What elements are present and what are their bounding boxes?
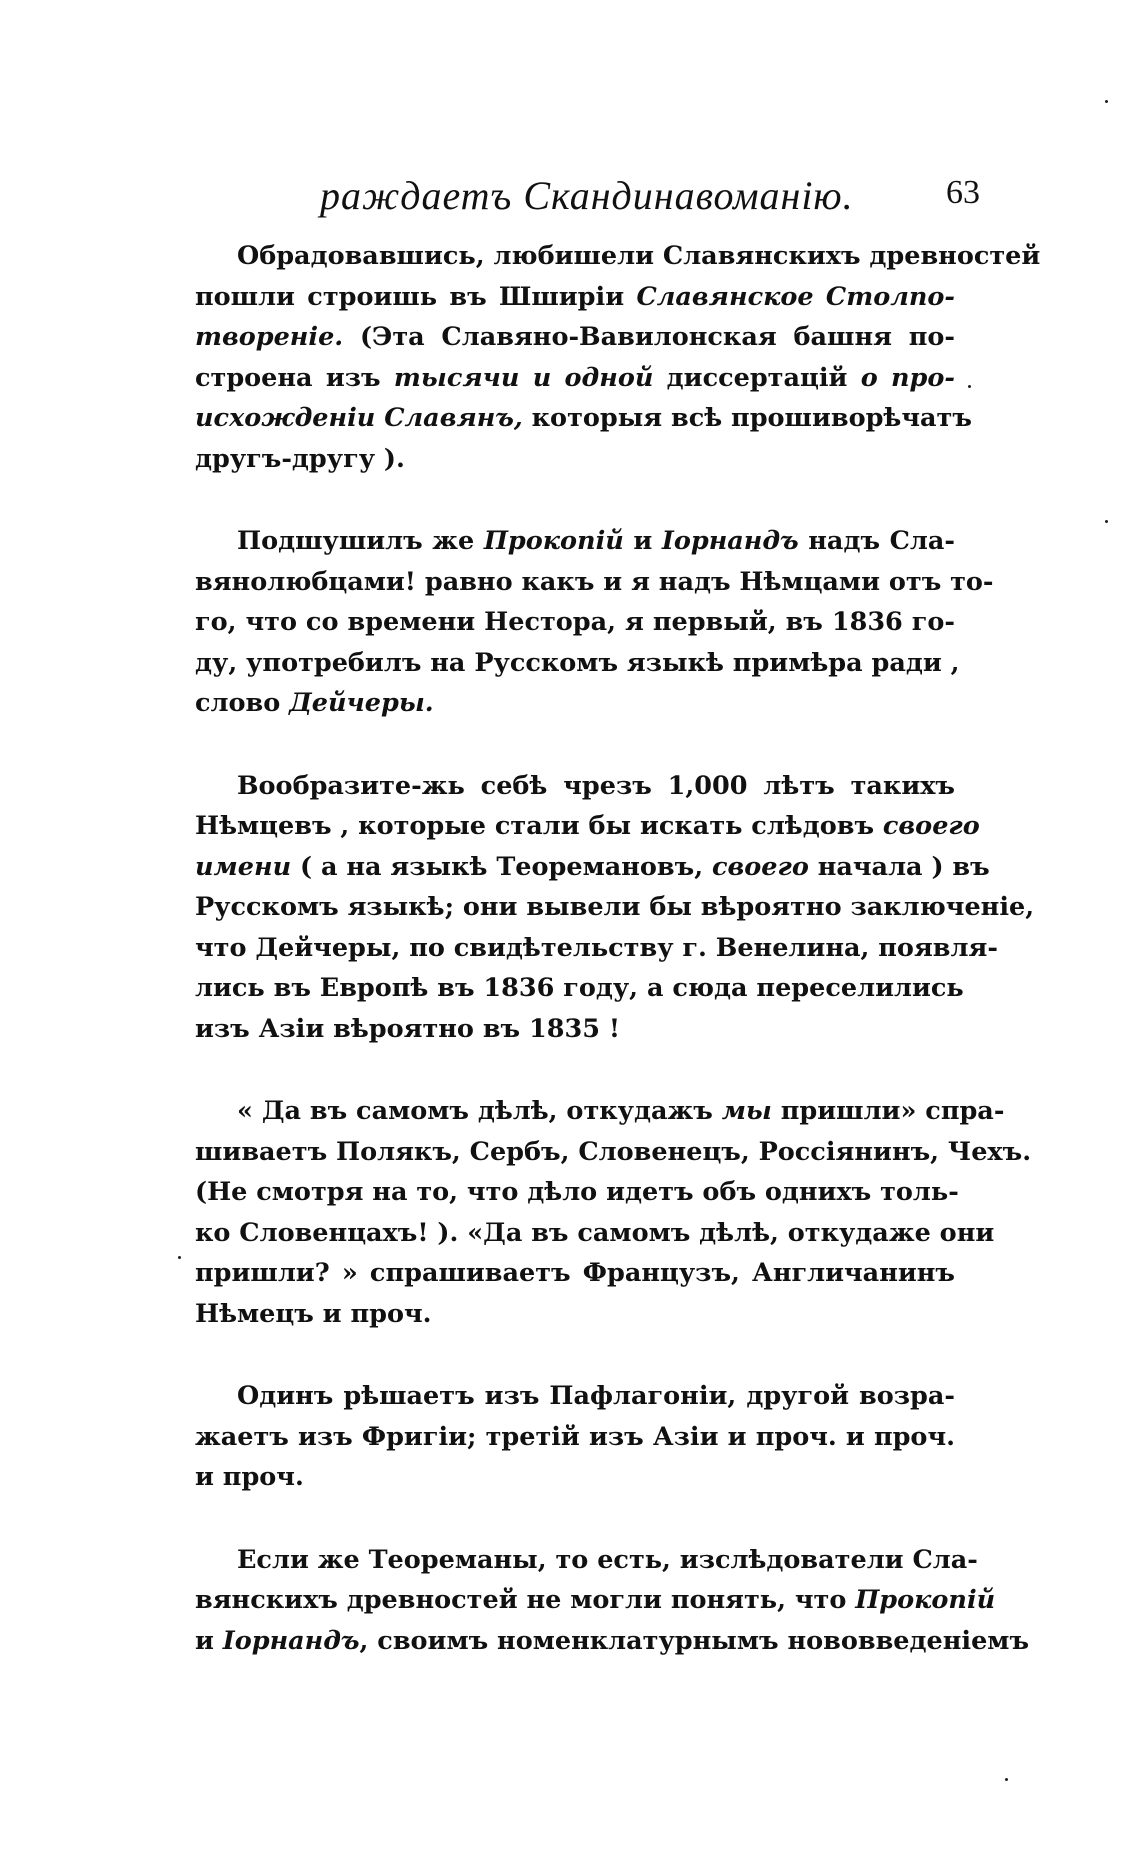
text-line: Русскомъ языкѣ; они вывели бы вѣроятно заключеніе,: [195, 892, 1035, 922]
text-line: строена изъ тысячи и одной диссертацій о про-: [195, 362, 955, 393]
text-line: другъ-другу ).: [195, 443, 405, 474]
text-line: го, что со времени Нестора, я первый, въ 1836 го-: [195, 607, 955, 637]
text-line: пошли строишь въ Шширіи Славянское Столпо-: [195, 281, 955, 312]
scan-speck: [178, 1256, 181, 1259]
paragraph-4: [195, 1091, 1032, 1334]
text-line: Вообразите-жь себѣ чрезъ 1,000 лѣтъ такихъ: [237, 770, 955, 801]
paragraph-6: [195, 1540, 1030, 1662]
text-line: Нѣмцевъ , которые стали бы искать слѣдовъ своего: [195, 811, 980, 841]
scan-speck: [1105, 520, 1108, 523]
text-line: исхожденіи Славянъ, которыя всѣ прошиворѣчатъ: [195, 403, 972, 433]
text-line: изъ Азіи вѣроятно въ 1835 !: [195, 1013, 621, 1044]
text-line: Обрадовавшись, любишели Славянскихъ древностей: [237, 241, 1041, 271]
page-number: 63: [946, 174, 980, 211]
text-line: и проч.: [195, 1462, 304, 1492]
running-title: раждаетъ Скандинавоманію.: [320, 173, 854, 218]
text-line: твореніе. (Эта Славяно-Вавилонская башня по-: [195, 322, 955, 352]
text-line: вянскихъ древностей не могли понять, что Прокопій: [195, 1585, 996, 1615]
text-line: вянолюбцами! равно какъ и я надъ Нѣмцами отъ то-: [195, 566, 994, 597]
text-line: Подшушилъ же Прокопій и Іорнандъ надъ Сла-: [237, 526, 955, 556]
text-line: (Не смотря на то, что дѣло идетъ объ однихъ толь-: [195, 1177, 959, 1207]
paragraph-5: [195, 1376, 955, 1498]
text-line: имени ( а на языкѣ Теоремановъ, своего начала ) въ: [195, 851, 990, 882]
scan-speck: [968, 385, 971, 388]
scan-speck: [1105, 100, 1108, 103]
text-line: ко Словенцахъ! ). «Да въ самомъ дѣлѣ, откудаже они: [195, 1217, 995, 1248]
text-line: слово Дейчеры.: [195, 688, 434, 718]
text-line: Если же Теореманы, то есть, изслѣдователи Сла-: [237, 1544, 978, 1575]
text-line: Одинъ рѣшаетъ изъ Пафлагоніи, другой возра-: [237, 1381, 955, 1411]
text-line: что Дейчеры, по свидѣтельству г. Венелина, появля-: [195, 932, 998, 963]
paragraph-1: [195, 236, 1041, 479]
page-body: [195, 236, 1041, 1661]
paragraph-3: [195, 766, 1035, 1050]
paragraph-2: [195, 521, 994, 724]
page-header: [320, 172, 980, 232]
text-line: шиваетъ Полякъ, Сербъ, Словенецъ, Россіянинъ, Чехъ.: [195, 1136, 1032, 1167]
text-line: ду, употребилъ на Русскомъ языкѣ примѣра ради ,: [195, 647, 960, 678]
scan-speck: [1005, 1778, 1008, 1781]
text-line: жаетъ изъ Фригіи; третій изъ Азіи и проч. и проч.: [195, 1421, 955, 1452]
text-line: лись въ Европѣ въ 1836 году, а сюда переселились: [195, 973, 964, 1003]
text-line: и Іорнандъ, своимъ номенклатурнымъ нововведеніемъ: [195, 1625, 1030, 1656]
text-line: « Да въ самомъ дѣлѣ, откудажъ мы пришли» спра-: [237, 1096, 1005, 1126]
text-line: Нѣмецъ и проч.: [195, 1298, 432, 1329]
text-line: пришли? » спрашиваетъ Французъ, Англичанинъ: [195, 1258, 955, 1288]
